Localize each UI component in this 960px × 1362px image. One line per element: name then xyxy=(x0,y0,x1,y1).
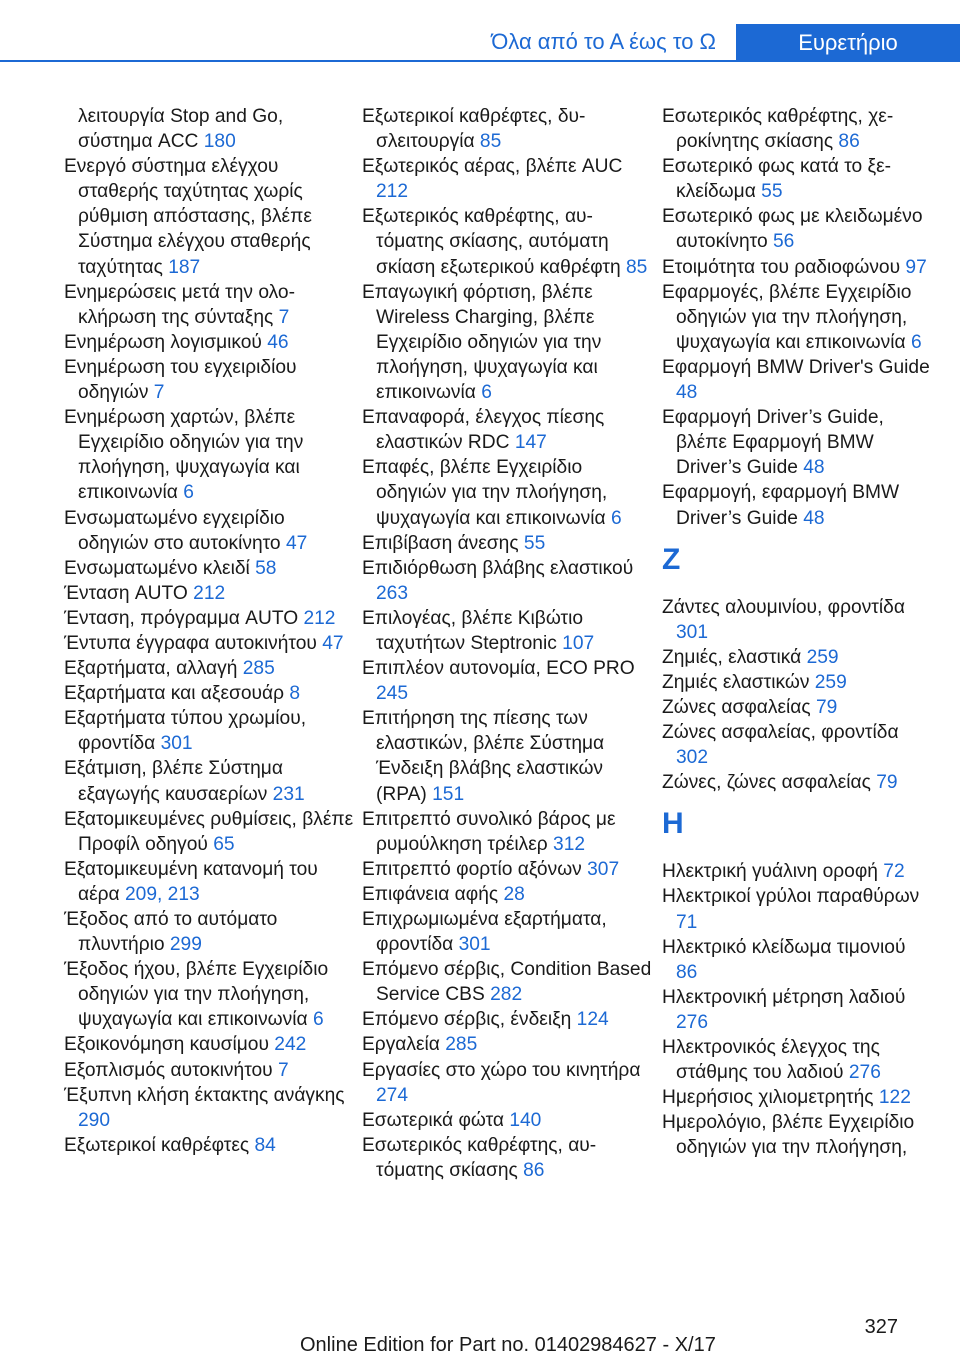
index-entry-text: Επιτρεπτό φορτίο αξόνων xyxy=(362,858,588,880)
page-reference-link[interactable]: 299 xyxy=(169,934,202,956)
index-entry xyxy=(362,606,654,656)
index-entry xyxy=(64,957,356,1032)
edition-footer: Online Edition for Part no. 01402984627 - X/17 xyxy=(300,1334,716,1356)
page-reference-link[interactable]: 259 xyxy=(806,646,839,668)
index-entry xyxy=(362,455,654,530)
index-entry-text: Ζάντες αλουμινίου, φροντίδα xyxy=(662,596,905,618)
index-entry xyxy=(662,154,930,204)
index-entry xyxy=(662,204,930,254)
index-entry-text: Ενσωματωμένο κλειδί xyxy=(64,557,256,579)
page-reference-link[interactable]: 86 xyxy=(676,961,698,983)
index-entry-text: Εξωτερικός αέρας, βλέπε AUC xyxy=(362,156,623,178)
page-reference-link[interactable]: 86 xyxy=(523,1159,545,1181)
page-reference-link[interactable]: 8 xyxy=(289,683,301,705)
index-entry xyxy=(662,935,930,985)
index-entry-text: Ζημιές ελαστικών xyxy=(662,671,815,693)
index-entry xyxy=(362,907,654,957)
index-entry-text: Εξοπλισμός αυτοκινήτου xyxy=(64,1059,279,1081)
page-reference-link[interactable]: 79 xyxy=(815,696,838,718)
index-entry-text: Επιτρεπτό συνολικό βάρος με ρυμούλκηση τρέιλερ xyxy=(362,808,616,855)
index-entry xyxy=(662,645,930,670)
index-entry-text: Εφαρμογή BMW Driver's Guide xyxy=(662,356,930,378)
index-entry-text: Εξαρτήματα και αξεσουάρ xyxy=(64,683,290,705)
page-reference-link[interactable]: 209, 213 xyxy=(125,883,200,905)
index-entry xyxy=(662,859,930,884)
index-entry-text: Εφαρμογή Driver’s Guide, βλέπε Εφαρμογή BMW Driver’s Guide xyxy=(662,407,884,479)
page-reference-link[interactable]: 242 xyxy=(274,1034,307,1056)
page-reference-link[interactable]: 86 xyxy=(838,131,860,153)
page-reference-link[interactable]: 140 xyxy=(509,1109,542,1131)
index-entry-text: Ηλεκτρονική μέτρηση λαδιού xyxy=(662,986,906,1008)
page-reference-link[interactable]: 290 xyxy=(78,1109,111,1131)
index-entry-text: Ενημερώσεις μετά την ολοκλήρωση της σύνταξης xyxy=(64,281,295,328)
page-reference-link[interactable]: 187 xyxy=(168,256,201,278)
index-entry xyxy=(362,1108,654,1133)
index-entry xyxy=(662,720,930,770)
page-reference-link[interactable]: 147 xyxy=(514,432,547,454)
index-entry xyxy=(64,606,356,631)
page-reference-link[interactable]: 231 xyxy=(272,783,305,805)
index-entry xyxy=(362,857,654,882)
index-entry xyxy=(362,706,654,806)
index-entry xyxy=(64,581,356,606)
index-entry xyxy=(362,154,654,204)
page-reference-link[interactable]: 48 xyxy=(676,382,698,404)
index-entry-text: Εξωτερικός καθρέφτης, αυτόματης σκίασης, αυτόματη σκίαση εξωτερικού καθρέφτη xyxy=(362,206,626,278)
index-entry xyxy=(64,355,356,405)
page-reference-link[interactable]: 285 xyxy=(445,1034,478,1056)
index-entry-text: Εργασίες στο χώρο του κινητήρα xyxy=(362,1059,641,1081)
index-entry-text: Επαναφορά, έλεγχος πίεσης ελαστικών RDC xyxy=(362,407,605,454)
index-entry xyxy=(64,506,356,556)
index-entry xyxy=(64,756,356,806)
page-reference-link[interactable]: 47 xyxy=(322,632,344,654)
page-reference-link[interactable]: 124 xyxy=(576,1009,609,1031)
index-entry-text: Επιχρωμιωμένα εξαρτήματα, φροντίδα xyxy=(362,909,607,956)
page-reference-link[interactable]: 259 xyxy=(814,671,847,693)
index-entry xyxy=(64,1032,356,1057)
index-entry-text: Ετοιμότητα του ραδιοφώνου xyxy=(662,256,906,278)
page-reference-link[interactable]: 46 xyxy=(267,331,289,353)
page-reference-link[interactable]: 301 xyxy=(676,621,709,643)
page-reference-link[interactable]: 55 xyxy=(523,532,546,554)
index-entry xyxy=(64,330,356,355)
index-entry-text: Ηλεκτρικό κλείδωμα τιμονιού xyxy=(662,936,906,958)
index-entry-text: Επιτήρηση της πίεσης των ελαστικών, βλέπε Σύστημα Ένδειξη βλάβης ελαστικών (RPA) xyxy=(362,708,605,805)
index-letter-heading: H xyxy=(662,807,684,841)
index-entry xyxy=(64,907,356,957)
page-reference-link[interactable]: 84 xyxy=(254,1134,276,1156)
page-reference-link[interactable]: 180 xyxy=(203,131,236,153)
index-entry xyxy=(662,884,930,934)
index-entry xyxy=(362,1007,654,1032)
header-index-tab[interactable]: Ευρετήριο xyxy=(736,24,960,62)
index-entry xyxy=(662,405,930,480)
index-entry-text: Ένταση, πρόγραμμα AUTO xyxy=(64,607,304,629)
index-entry xyxy=(362,1133,654,1183)
index-entry-text: Εφαρμογή, εφαρμογή BMW Driver’s Guide xyxy=(662,482,900,529)
index-entry-text: λειτουργία Stop and Go, σύστημα ACC xyxy=(78,106,284,153)
page-reference-link[interactable]: 58 xyxy=(255,557,277,579)
index-entry-text: Ζώνες ασφαλείας, φροντίδα xyxy=(662,722,899,744)
index-letter-heading: Z xyxy=(662,542,681,576)
index-entry xyxy=(662,480,930,530)
index-entry-text: Έξυπνη κλήση έκτακτης ανάγκης xyxy=(64,1084,345,1106)
index-entry xyxy=(64,556,356,581)
index-entry-text: Εσωτερικό φως με κλειδωμένο αυτοκίνητο xyxy=(662,206,923,253)
index-entry-text: Εξοικονόμηση καυσίμου xyxy=(64,1034,275,1056)
index-entry-text: Ενημέρωση λογισμικού xyxy=(64,331,268,353)
index-entry-text: Επιβίβαση άνεσης xyxy=(362,532,524,554)
index-entry-text: Ημερολόγιο, βλέπε Εγχειρίδιο οδηγιών για την πλοήγηση, xyxy=(662,1112,915,1159)
page-reference-link[interactable]: 6 xyxy=(183,482,194,504)
page-number: 327 xyxy=(864,1316,898,1338)
index-entry-text: Ηλεκτρονικός έλεγχος της στάθμης του λαδιού xyxy=(662,1037,880,1084)
page-reference-link[interactable]: 274 xyxy=(376,1084,409,1106)
index-entry-text: Ηλεκτρική γυάλινη οροφή xyxy=(662,861,884,883)
index-entry xyxy=(64,104,356,154)
index-entry-text: Επιλογέας, βλέπε Κιβώτιο ταχυτήτων Steptronic xyxy=(362,607,584,654)
page-reference-link[interactable]: 107 xyxy=(562,632,595,654)
page-reference-link[interactable]: 79 xyxy=(876,772,898,794)
page-reference-link[interactable]: 307 xyxy=(587,858,620,880)
index-column-3 xyxy=(662,104,930,1160)
index-entry xyxy=(662,255,930,280)
page-reference-link[interactable]: 56 xyxy=(773,231,795,253)
index-entry-text: Εξάτμιση, βλέπε Σύστημα εξαγωγής καυσαερίων xyxy=(64,758,283,805)
index-entry xyxy=(662,695,930,720)
index-entry xyxy=(362,531,654,556)
page-reference-link[interactable]: 6 xyxy=(610,507,622,529)
index-entry-text: Ζώνες ασφαλείας xyxy=(662,696,816,718)
index-entry xyxy=(362,957,654,1007)
index-entry-text: Εξωτερικοί καθρέφτες xyxy=(64,1134,255,1156)
index-entry-text: Επόμενο σέρβις, Condition Based Service CBS xyxy=(362,959,652,1006)
index-entry-text: Ημερήσιος χιλιομετρητής xyxy=(662,1087,879,1109)
page-reference-link[interactable]: 122 xyxy=(878,1087,911,1109)
page-reference-link[interactable]: 71 xyxy=(676,911,698,933)
index-entry xyxy=(64,631,356,656)
page-reference-link[interactable]: 302 xyxy=(676,747,709,769)
page-reference-link[interactable]: 6 xyxy=(312,1009,324,1031)
page-reference-link[interactable]: 263 xyxy=(376,582,409,604)
index-entry-text: Εξατομικευμένες ρυθμίσεις, βλέπε Προφίλ οδηγού xyxy=(64,808,354,855)
page-reference-link[interactable]: 85 xyxy=(479,131,502,153)
index-entry-text: Εξαρτήματα τύπου χρωμίου, φροντίδα xyxy=(64,708,307,755)
index-entry-text: Ενσωματωμένο εγχειρίδιο οδηγιών στο αυτοκίνητο xyxy=(64,507,286,554)
index-entry-text: Ενημέρωση του εγχειριδίου οδηγιών xyxy=(64,356,297,404)
page-reference-link[interactable]: 151 xyxy=(432,783,465,805)
index-entry-text: Ενεργό σύστημα ελέγχου σταθερής ταχύτητας χωρίς ρύθμιση απόστασης, βλέπε Σύστημα ελέγχου σταθερής ταχύτητας xyxy=(64,156,312,278)
index-entry xyxy=(662,1110,930,1160)
index-entry-text: Επόμενο σέρβις, ένδειξη xyxy=(362,1009,577,1031)
index-entry-text: Εξατομικευμένη κατανομή του αέρα xyxy=(64,858,318,905)
index-entry-text: Εσωτερικός καθρέφτης, χεροκίνητης σκίασης xyxy=(662,106,894,153)
page-reference-link[interactable]: 55 xyxy=(761,181,783,203)
index-entry xyxy=(64,1083,356,1133)
index-entry-text: Εξωτερικοί καθρέφτες, δυσλειτουργία xyxy=(362,106,586,153)
header-section-title: Όλα από το Α έως το Ω xyxy=(470,24,734,60)
index-entry-text: Εργαλεία xyxy=(362,1034,446,1056)
page-reference-link[interactable]: 47 xyxy=(285,532,308,554)
index-entry-text: Έξοδος ήχου, βλέπε Εγχειρίδιο οδηγιών για την πλοήγηση, ψυχαγωγία και επικοινωνία xyxy=(64,959,329,1031)
page-reference-link[interactable]: 282 xyxy=(490,984,523,1006)
index-entry xyxy=(64,405,356,505)
index-entry-text: Εσωτερικός καθρέφτης, αυτόματης σκίασης xyxy=(362,1134,597,1181)
index-entry xyxy=(362,807,654,857)
page-reference-link[interactable]: 212 xyxy=(193,582,226,604)
page-reference-link[interactable]: 212 xyxy=(303,607,336,629)
index-entry xyxy=(362,656,654,706)
index-entry-text: Έξοδος από το αυτόματο πλυντήριο xyxy=(64,909,278,956)
index-entry-text: Επιπλέον αυτονομία, ECO PRO xyxy=(362,658,635,680)
index-entry xyxy=(362,1058,654,1108)
index-entry-text: Εσωτερικά φώτα xyxy=(362,1109,510,1131)
index-entry xyxy=(662,104,930,154)
index-entry-text: Ηλεκτρικοί γρύλοι παραθύρων xyxy=(662,886,920,908)
index-entry xyxy=(64,154,356,279)
index-entry-text: Επαφές, βλέπε Εγχειρίδιο οδηγιών για την πλοήγηση, ψυχαγωγία και επικοινωνία xyxy=(362,457,611,529)
index-entry xyxy=(662,670,930,695)
page-reference-link[interactable]: 312 xyxy=(553,833,586,855)
page-reference-link[interactable]: 28 xyxy=(503,883,525,905)
page-reference-link[interactable]: 301 xyxy=(160,733,193,755)
index-column-1 xyxy=(64,104,356,1158)
index-entry xyxy=(362,204,654,279)
index-entry-text: Ένταση AUTO xyxy=(64,582,194,604)
page-reference-link[interactable]: 212 xyxy=(376,181,409,203)
index-entry xyxy=(662,1035,930,1085)
index-entry xyxy=(64,681,356,706)
index-column-2 xyxy=(362,104,654,1183)
page-reference-link[interactable]: 7 xyxy=(278,306,290,328)
index-entry xyxy=(662,770,930,795)
index-entry-text: Επαγωγική φόρτιση, βλέπε Wireless Charging, βλέπε Εγχειρίδιο οδηγιών για την πλοήγηση, ψυχαγωγία και επικοινωνία xyxy=(362,281,602,404)
page-reference-link[interactable]: 48 xyxy=(803,457,825,479)
index-entry-text: Ζώνες, ζώνες ασφαλείας xyxy=(662,772,877,794)
page-reference-link[interactable]: 276 xyxy=(676,1011,709,1033)
index-entry-text: Επιδιόρθωση βλάβης ελαστικού xyxy=(362,557,634,579)
page-reference-link[interactable]: 7 xyxy=(278,1059,289,1081)
index-entry xyxy=(64,857,356,907)
index-entry xyxy=(64,1058,356,1083)
index-entry-text: Έντυπα έγγραφα αυτοκινήτου xyxy=(64,632,323,654)
index-entry xyxy=(64,706,356,756)
index-entry xyxy=(362,1032,654,1057)
index-entry xyxy=(662,355,930,405)
page-reference-link[interactable]: 85 xyxy=(626,256,648,278)
index-entry-text: Ζημιές, ελαστικά xyxy=(662,646,807,668)
index-entry xyxy=(64,656,356,681)
page-reference-link[interactable]: 72 xyxy=(883,861,905,883)
page-reference-link[interactable]: 97 xyxy=(905,256,927,278)
index-entry xyxy=(362,405,654,455)
page-reference-link[interactable]: 7 xyxy=(153,382,165,404)
page-reference-link[interactable]: 6 xyxy=(481,382,492,404)
index-entry xyxy=(662,595,930,645)
page-reference-link[interactable]: 301 xyxy=(458,934,491,956)
index-entry xyxy=(362,882,654,907)
index-entry xyxy=(662,1085,930,1110)
index-entry-text: Εφαρμογές, βλέπε Εγχειρίδιο οδηγιών για την πλοήγηση, ψυχαγωγία και επικοινωνία xyxy=(662,281,912,353)
index-entry xyxy=(64,1133,356,1158)
page-reference-link[interactable]: 65 xyxy=(213,833,235,855)
index-entry-text: Ενημέρωση χαρτών, βλέπε Εγχειρίδιο οδηγιών για την πλοήγηση, ψυχαγωγία και επικοινωνία xyxy=(64,407,304,504)
index-entry-text: Εσωτερικό φως κατά το ξεκλείδωμα xyxy=(662,156,892,203)
index-entry xyxy=(362,556,654,606)
index-entry xyxy=(662,280,930,355)
index-entry xyxy=(64,807,356,857)
index-entry xyxy=(362,280,654,405)
page-reference-link[interactable]: 245 xyxy=(376,683,409,705)
page-reference-link[interactable]: 48 xyxy=(803,507,825,529)
index-entry-text: Επιφάνεια αφής xyxy=(362,883,504,905)
page-reference-link[interactable]: 276 xyxy=(848,1062,881,1084)
page-reference-link[interactable]: 6 xyxy=(910,331,922,353)
index-entry xyxy=(362,104,654,154)
index-entry xyxy=(662,985,930,1035)
index-entry xyxy=(64,280,356,330)
page-reference-link[interactable]: 285 xyxy=(242,658,275,680)
index-entry-text: Εξαρτήματα, αλλαγή xyxy=(64,658,243,680)
